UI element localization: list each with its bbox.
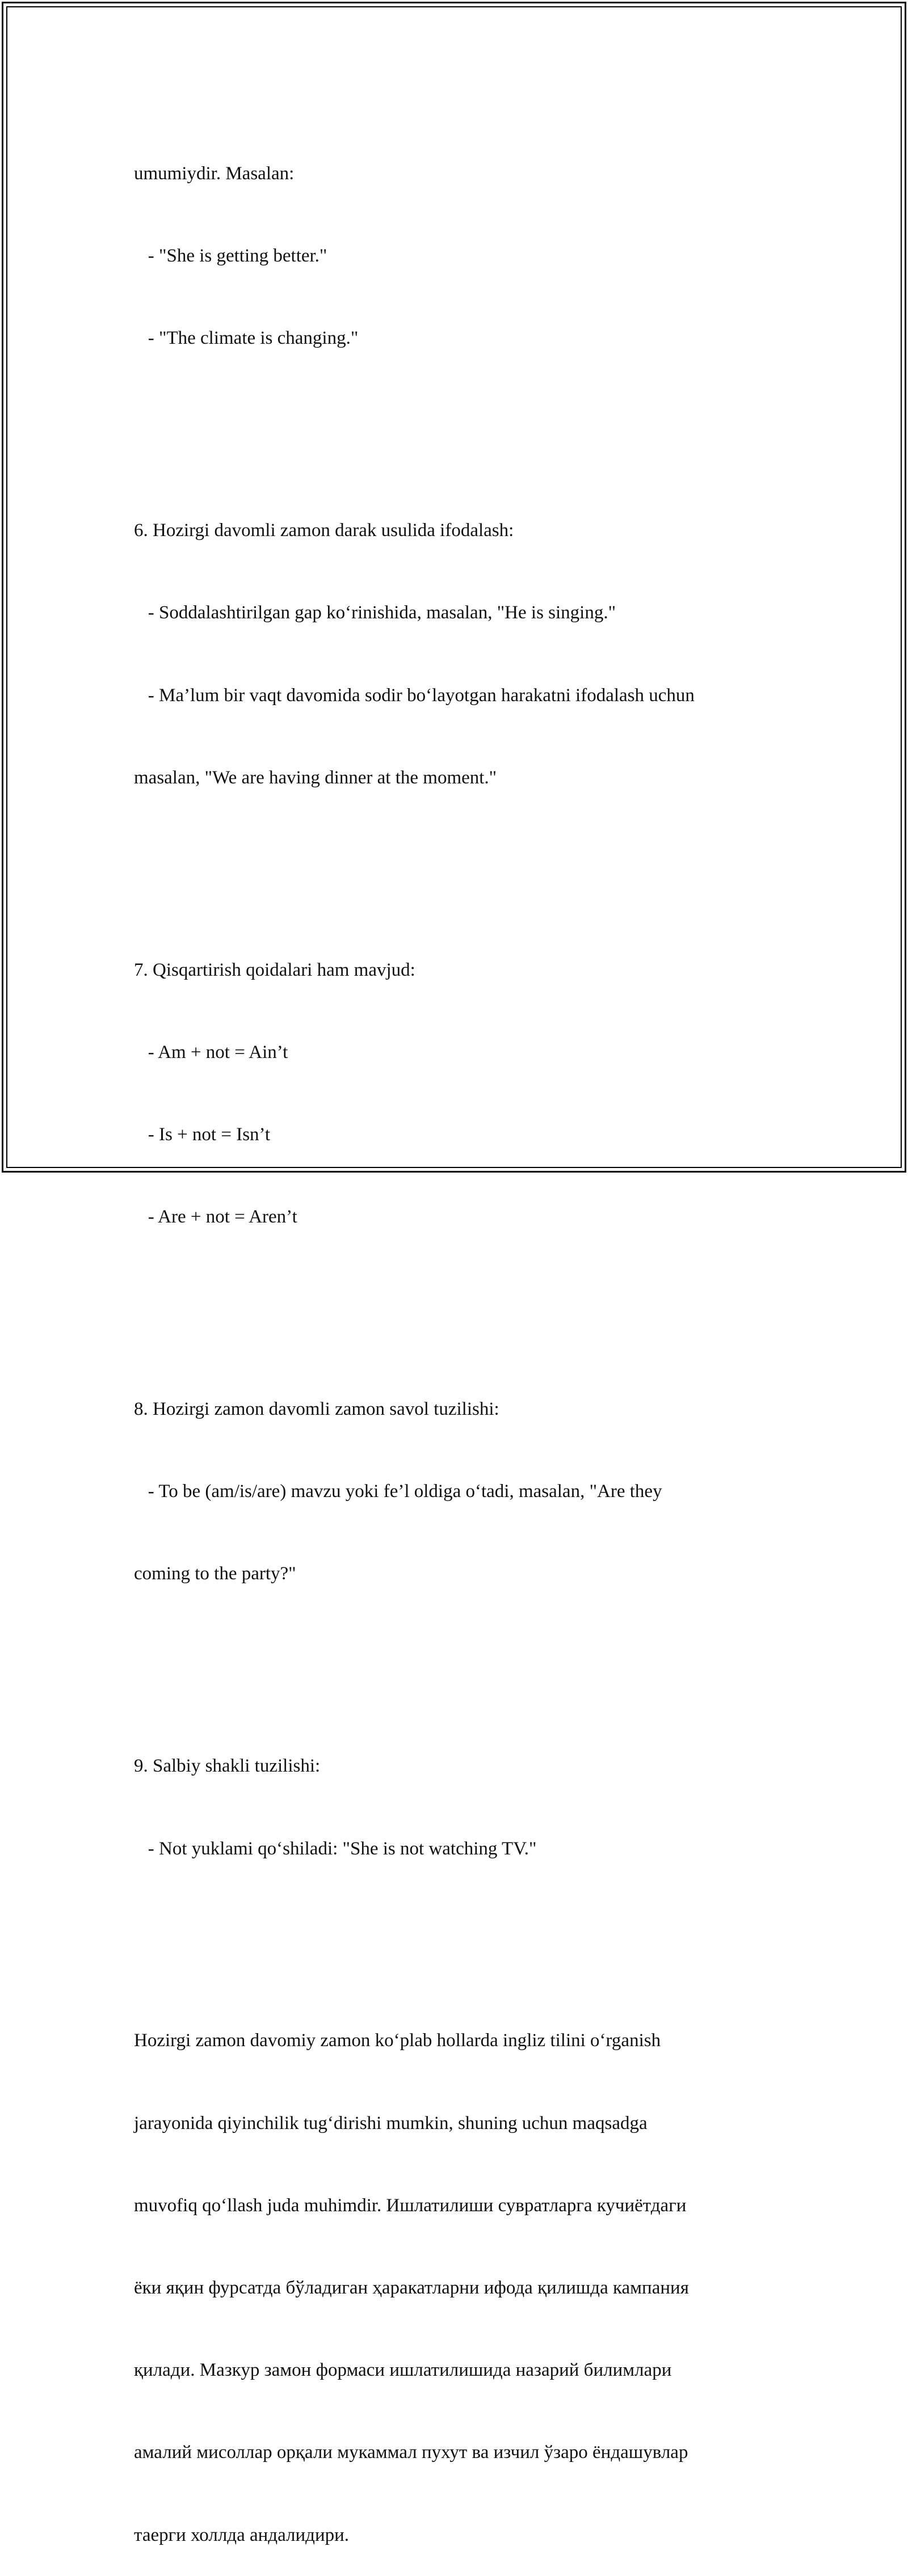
section-7-line: - Are + not = Aren’t: [134, 1207, 297, 1228]
section-6-line: - Soddalashtirilgan gap ko‘rinishida, masalan, "He is singing.": [134, 602, 616, 623]
section-7-heading: 7. Qisqartirish qoidalari ham mavjud:: [134, 959, 415, 980]
paragraph-spacer: [134, 1643, 781, 1670]
section-6-line: - Ma’lum bir vaqt davomida sodir bo‘layotgan harakatni ifodalash uchun: [134, 685, 695, 706]
section-6-line: masalan, "We are having dinner at the moment.": [134, 767, 497, 788]
section-6-heading: 6. Hozirgi davomli zamon darak usulida ifodalash:: [134, 520, 514, 541]
paragraph-spacer: [134, 1917, 781, 1945]
conclusion-line: қилади. Мазкур замон формаси ишлатилишида назарий билимлари: [134, 2360, 672, 2381]
conclusion-line: таерги холлда андалидири.: [134, 2524, 350, 2545]
intro-line: umumiydir. Masalan:: [134, 163, 295, 184]
section-8-line: coming to the party?": [134, 1563, 296, 1584]
conclusion-line: jarayonida qiyinchilik tug‘dirishi mumkin, shuning uchun maqsadga: [134, 2113, 648, 2134]
section-9-line: - Not yuklami qo‘shiladi: "She is not watching TV.": [134, 1838, 537, 1859]
paragraph-spacer: [134, 846, 781, 874]
example-line: - "She is getting better.": [134, 246, 327, 267]
section-7-line: - Am + not = Ain’t: [134, 1042, 288, 1063]
conclusion-line: Hozirgi zamon davomiy zamon ko‘plab hollarda ingliz tilini o‘rganish: [134, 2030, 661, 2051]
section-8-line: - To be (am/is/are) mavzu yoki fe’l oldiga o‘tadi, masalan, "Are they: [134, 1481, 662, 1502]
conclusion-line: амалий мисоллар орқали мукаммал пухут ва изчил ўзаро ёндашувлар: [134, 2442, 688, 2463]
paragraph-spacer: [134, 1285, 781, 1313]
document-body: [134, 105, 781, 2576]
section-9-heading: 9. Salbiy shakli tuzilishi:: [134, 1756, 321, 1777]
example-line: - "The climate is changing.": [134, 328, 359, 349]
section-8-heading: 8. Hozirgi zamon davomli zamon savol tuzilishi:: [134, 1399, 499, 1420]
conclusion-line: muvofiq qo‘llash juda muhimdir. Ишлатилиши сувратларга кучиётдаги: [134, 2195, 687, 2216]
conclusion-line: ёки яқин фурсатда бўладиган ҳаракатларни ифода қилишда кампания: [134, 2278, 689, 2299]
paragraph-spacer: [134, 407, 781, 434]
section-7-line: - Is + not = Isn’t: [134, 1124, 271, 1145]
